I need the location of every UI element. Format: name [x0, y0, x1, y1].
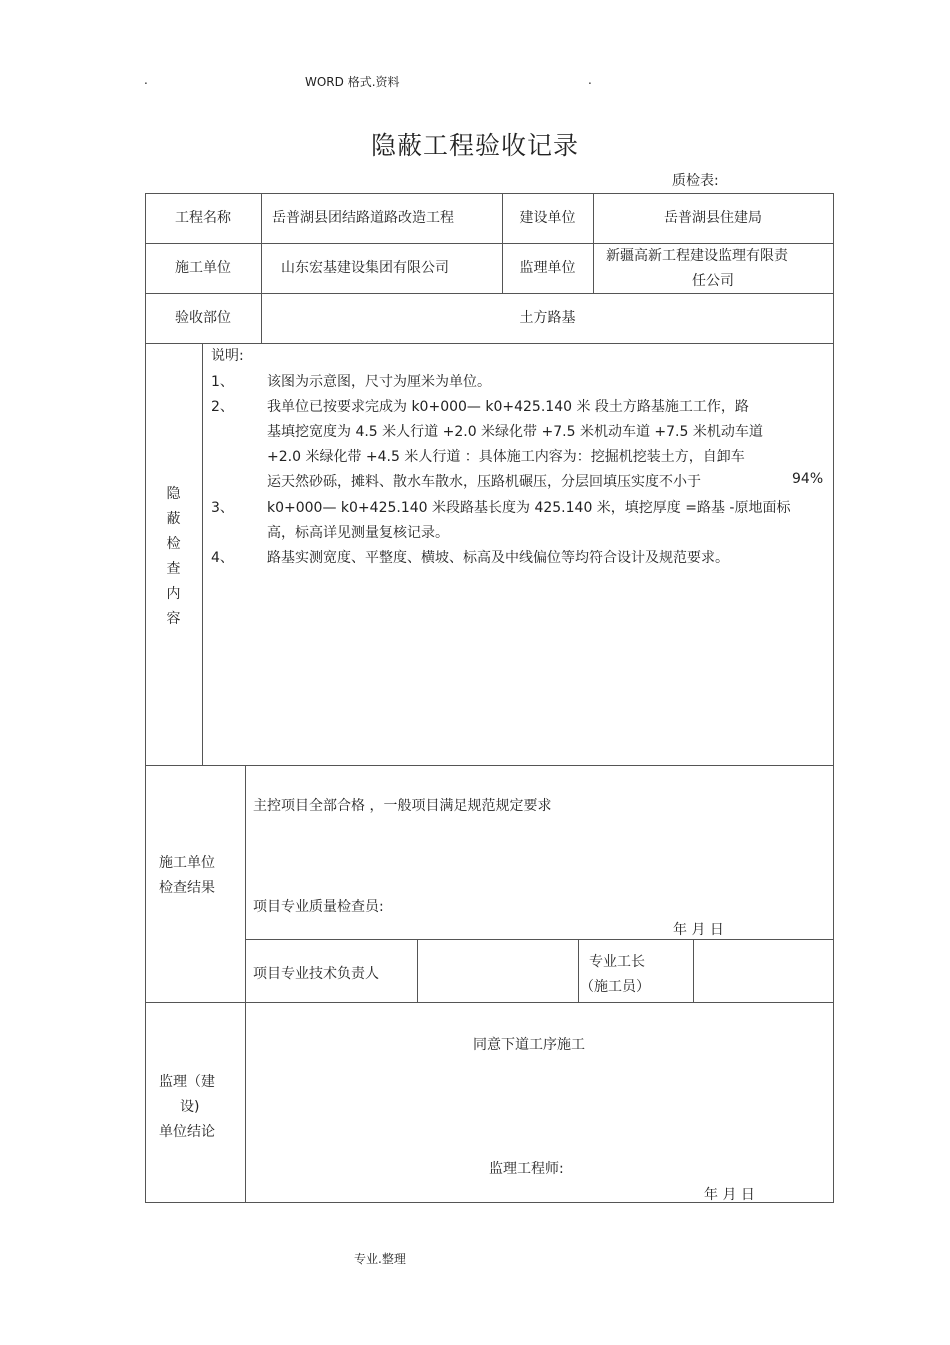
- supervising-engineer-label: 监理工程师:: [489, 1161, 564, 1177]
- row-divider: [145, 765, 834, 766]
- supervision-date: 年 月 日: [704, 1187, 755, 1203]
- contractor-label: 施工单位: [175, 260, 231, 276]
- item-number: 4、: [211, 550, 234, 566]
- label-char: 容: [166, 611, 181, 627]
- inspection-label-line1: 施工单位: [159, 855, 215, 871]
- col-divider: [202, 343, 203, 766]
- supervision-label-line1: 监理（建: [159, 1074, 215, 1090]
- form-number-label: 质检表:: [672, 173, 719, 189]
- compaction-value: 94%: [792, 471, 824, 487]
- content-line: 路基实测宽度、平整度、横坡、标高及中线偏位等均符合设计及规范要求。: [267, 550, 729, 566]
- row-divider: [145, 1002, 834, 1003]
- label-char: 隐: [166, 486, 181, 502]
- page-title: 隐蔽工程验收记录: [370, 131, 579, 160]
- content-line: 我单位已按要求完成为 k0+000— k0+425.140 米 段土方路基施工工作，路: [267, 399, 749, 415]
- content-intro: 说明:: [211, 348, 244, 364]
- item-number: 2、: [211, 399, 234, 415]
- foreman-label: 专业工长: [589, 954, 645, 970]
- owner-label: 建设单位: [519, 210, 576, 226]
- inspection-part-label: 验收部位: [175, 310, 231, 326]
- content-line: 运天然砂砾，摊料、散水车散水，压路机碾压，分层回填压实度不小于: [267, 474, 701, 490]
- label-char: 蔽: [166, 511, 181, 527]
- supervisor-label: 监理单位: [519, 260, 576, 276]
- row-divider: [245, 939, 834, 940]
- header-dot-left: .: [144, 73, 148, 87]
- row-divider: [145, 243, 834, 244]
- supervisor-value-line1: 新疆高新工程建设监理有限责: [606, 248, 788, 264]
- label-char: 检: [166, 536, 181, 552]
- tech-lead-label: 项目专业技术负责人: [253, 966, 379, 982]
- foreman-sub-label: （施工员）: [580, 979, 650, 995]
- inspection-label-line2: 检查结果: [159, 880, 215, 896]
- item-number: 3、: [211, 500, 234, 516]
- row-divider: [145, 293, 834, 294]
- inspection-date: 年 月 日: [673, 922, 724, 938]
- content-line: 高，标高详见测量复核记录。: [267, 525, 449, 541]
- content-line: 基填挖宽度为 4.5 米人行道 +2.0 米绿化带 +7.5 米机动车道 +7.5 米机动车道: [267, 424, 763, 440]
- contractor-value: 山东宏基建设集团有限公司: [281, 260, 449, 276]
- project-name-value: 岳普湖县团结路道路改造工程: [272, 210, 454, 226]
- project-name-label: 工程名称: [175, 210, 231, 226]
- col-divider: [417, 939, 418, 1003]
- col-divider: [693, 939, 694, 1003]
- supervision-label-line2: 设): [180, 1099, 200, 1115]
- inspection-part-value: 土方路基: [519, 310, 576, 326]
- page-footer: 专业.整理: [354, 1252, 406, 1266]
- label-char: 查: [166, 561, 181, 577]
- supervision-label-line3: 单位结论: [159, 1124, 215, 1140]
- concealed-content-label: [145, 482, 202, 632]
- supervisor-value-line2: 任公司: [692, 273, 734, 289]
- label-char: 内: [166, 586, 181, 602]
- content-line: k0+000— k0+425.140 米段路基长度为 425.140 米，填挖厚度 =路基 -原地面标: [267, 500, 791, 516]
- header-dot-right: .: [588, 73, 592, 87]
- inspection-result: 主控项目全部合格 ，一般项目满足规范规定要求: [253, 798, 552, 814]
- content-line: 该图为示意图，尺寸为厘米为单位。: [267, 374, 491, 390]
- qc-inspector-label: 项目专业质量检查员:: [253, 899, 384, 915]
- row-divider: [145, 343, 834, 344]
- owner-value: 岳普湖县住建局: [664, 210, 762, 226]
- content-line: +2.0 米绿化带 +4.5 米人行道 ：具体施工内容为：挖掘机挖装土方，自卸车: [267, 449, 745, 465]
- supervision-conclusion: 同意下道工序施工: [473, 1037, 585, 1053]
- col-divider: [578, 939, 579, 1003]
- item-number: 1、: [211, 374, 234, 390]
- col-divider: [245, 765, 246, 1203]
- header-text: WORD 格式.资料: [305, 75, 400, 89]
